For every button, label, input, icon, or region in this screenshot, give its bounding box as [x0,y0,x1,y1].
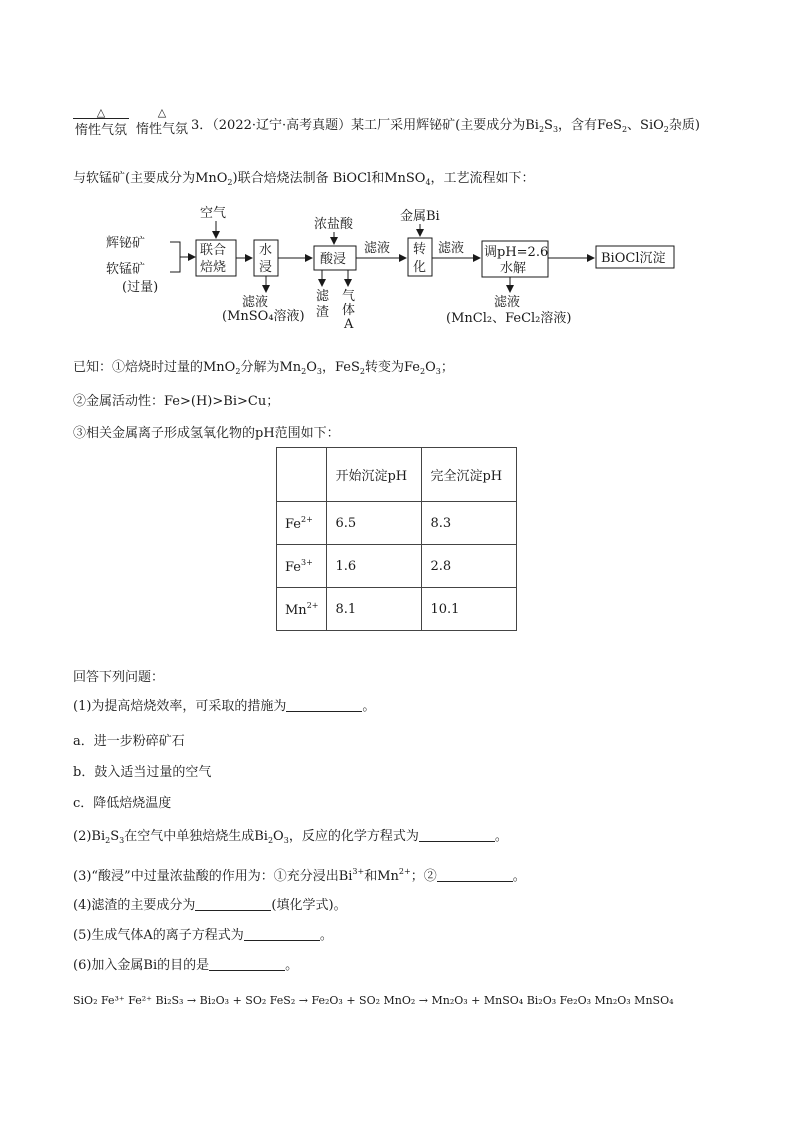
metal-bi-label: 金属Bi [400,209,440,224]
svg-text:调pH=2.6: 调pH=2.6 [484,245,549,260]
svg-text:A: A [344,317,354,332]
known-1: 已知：①焙烧时过量的MnO$_2$分解为$Mn_2O_3$，FeS$_2$转变为$Fe_2O_3$； [73,360,454,376]
table-header-row [277,448,517,502]
filtrate-label-1: 滤液 [364,241,391,256]
answer-blank-5[interactable] [244,928,320,941]
input-excess-note: (过量) [122,280,159,295]
svg-text:BiOCl沉淀: BiOCl沉淀 [601,251,666,266]
known-3: ③相关金属离子形成氢氧化物的pH范围如下： [73,426,340,441]
questions-intro: 回答下列问题： [73,670,165,685]
svg-text:联合: 联合 [200,243,227,258]
answer-blank-4[interactable] [195,898,271,911]
answer-blank-2[interactable] [419,829,495,842]
svg-text:水解: 水解 [500,261,527,276]
input-pyrolusite: 软锰矿 [106,262,146,277]
question-5: (5)生成气体A的离子方程式为 。 [73,928,333,943]
question-6: (6)加入金属Bi的目的是 。 [73,958,299,973]
header-start-ph: 开始沉淀pH [327,448,422,502]
svg-text:浸: 浸 [259,260,273,275]
svg-text:化: 化 [413,260,427,275]
air-label: 空气 [200,206,227,221]
table-row: $Fe^{2+}$ 6.5 8.3 [277,502,517,545]
inert-gas-label-2: 惰性气氛 [135,122,188,137]
question-intro: 3．（2022·辽宁·高考真题）某工厂采用辉铋矿(主要成分为$Bi_2S_3$，含有FeS$_2$、SiO$_2$杂质) [191,118,700,134]
filtrate-label-2: 滤液 [438,241,465,256]
ph-range-table [276,447,517,631]
svg-text:水: 水 [259,243,273,258]
option-b: b．鼓入适当过量的空气 [73,765,212,780]
answer-blank-6[interactable] [209,958,285,971]
svg-text:(MnCl₂、FeCl₂溶液): (MnCl₂、FeCl₂溶液) [446,311,572,326]
process-flow-diagram [100,200,690,335]
svg-text:酸浸: 酸浸 [320,252,347,267]
question-2: $(2)Bi_2S_3$在空气中单独焙烧生成$Bi_2O_3$，反应的化学方程式为 。 [73,829,508,845]
input-bismuthinite: 辉铋矿 [106,236,146,251]
filtrate-mnso4: 滤液 [242,295,269,310]
known-2: ②金属活动性：Fe>(H)>Bi>Cu； [73,394,280,409]
gas-a-label: 气 [342,289,356,304]
svg-text:体: 体 [342,303,356,318]
answer-blank-3[interactable] [437,869,513,882]
question-3: (3)“酸浸”中过量浓盐酸的作用为：①充分浸出$Bi^{3+}$和$Mn^{2+}$；② 。 [73,867,526,884]
option-c: c．降低焙烧温度 [73,796,172,811]
filtrate-mncl2-fecl2: 滤液 [494,295,521,310]
question-4: (4)滤渣的主要成分为 (填化学式)。 [73,898,347,913]
svg-text:(MnSO₄溶液): (MnSO₄溶液) [222,309,305,324]
residue-label: 滤 [316,289,330,304]
inert-gas-label-1: 惰性气氛 [73,118,129,138]
svg-text:焙烧: 焙烧 [200,260,227,275]
conc-hcl-label: 浓盐酸 [314,217,354,232]
header-complete-ph: 完全沉淀pH [422,448,517,502]
heat-symbol-2: △ 惰性气氛 [135,106,188,137]
svg-text:渣: 渣 [316,305,330,320]
table-row: $Mn^{2+}$ 8.1 10.1 [277,588,517,631]
table-row: $Fe^{3+}$ 1.6 2.8 [277,545,517,588]
svg-text:转: 转 [413,242,427,257]
question-intro-line2: 与软锰矿(主要成分为MnO$_2$)联合焙烧法制备 BiOCl和MnSO$_4$，工艺流程如下： [73,171,535,187]
question-1: (1)为提高焙烧效率，可采取的措施为 。 [73,699,376,714]
answer-blank-1[interactable] [286,699,362,712]
answer-hint-footer: SiO₂ Fe³⁺ Fe²⁺ Bi₂S₃ → Bi₂O₃ + SO₂ FeS₂ → Fe₂O₃ + SO₂ MnO₂ → Mn₂O₃ + MnSO₄ Bi₂O₃ Fe₂O₃ Mn₂O₃ MnSO₄ [73,994,674,1007]
option-a: a．进一步粉碎矿石 [73,734,185,749]
heat-symbol-1: △ 惰性气氛 [74,106,127,138]
